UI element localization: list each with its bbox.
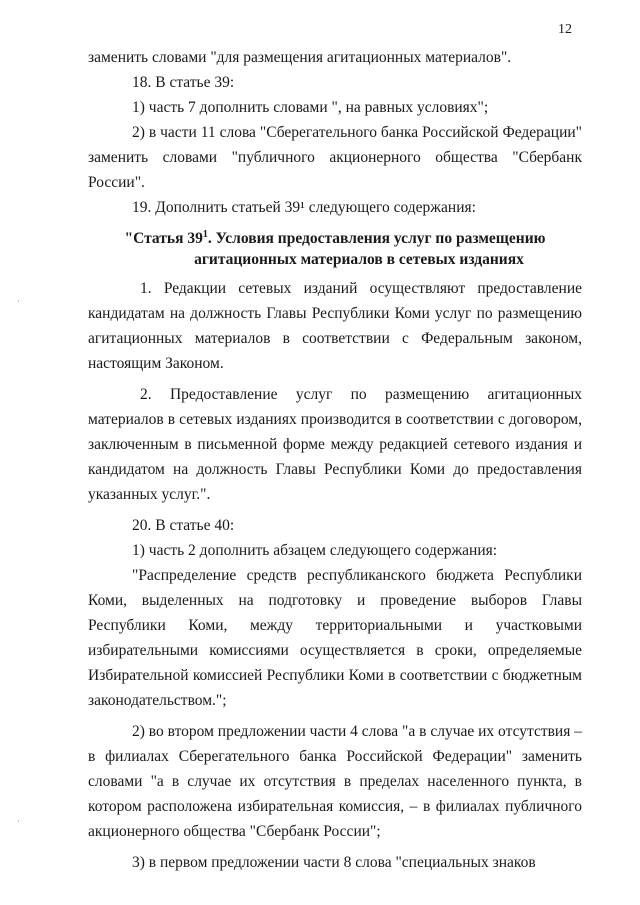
quoted-paragraph: "Распределение средств республиканского бюджета Республики Коми, выделенных на подготовку и проведение выборов Главы Республики Коми, между территориальными и участковыми избирательными комиссиями осуществляется в сроки, определяемые Избирательной комиссией Республики Коми в соответствии с бюджетным законодательством."; xyxy=(88,567,582,709)
paragraph-item-18: 18. В статье 39: xyxy=(132,74,235,91)
paragraph: заменить словами "для размещения агитационных материалов". xyxy=(88,49,512,66)
article-heading-line1: . Условия предоставления услуг по размещению xyxy=(207,230,546,247)
scan-margin-mark xyxy=(18,820,19,822)
paragraph-sub-2: 2) в части 11 слова "Сберегательного банка Российской Федерации" заменить словами "публичного акционерного общества "Сбербанк России". xyxy=(88,124,582,191)
paragraph-sub-3: 3) в первом предложении части 8 слова "специальных знаков xyxy=(132,854,536,871)
article-paragraph-2: 2. Предоставление услуг по размещению агитационных материалов в сетевых изданиях производится в соответствии с договором, заключенным в письменной форме между редакцией сетевого издания и кандидатом на должность Главы Республики Коми до предоставления указанных услуг.". xyxy=(88,386,582,503)
paragraph-sub-1: 1) часть 2 дополнить абзацем следующего содержания: xyxy=(132,542,498,559)
scan-margin-mark xyxy=(18,300,19,302)
document-body xyxy=(88,45,582,875)
paragraph-sub-2: 2) во втором предложении части 4 слова "а в случае их отсутствия – в филиалах Сберегательного банка Российской Федерации" заменить словами "а в случае их отсутствия в пределах населенного пункта, в котором расположена избирательная комиссия, – в филиалах публичного акционерного общества "Сбербанк России"; xyxy=(88,723,582,840)
paragraph-item-20: 20. В статье 40: xyxy=(132,517,235,534)
article-heading xyxy=(88,228,582,270)
page-number: 12 xyxy=(558,22,572,37)
article-heading-line2: агитационных материалов в сетевых изданиях xyxy=(194,251,524,268)
article-heading-prefix: "Статья 39 xyxy=(124,230,203,247)
article-paragraph-1: 1. Редакции сетевых изданий осуществляют предоставление кандидатам на должность Главы Республики Коми услуг по размещению агитационных материалов в соответствии с Федеральным законом, настоящим Законом. xyxy=(88,280,582,372)
paragraph-sub-1: 1) часть 7 дополнить словами ", на равных условиях"; xyxy=(132,99,489,116)
article-heading-sup: 1 xyxy=(202,228,208,240)
paragraph-item-19: 19. Дополнить статьей 39¹ следующего содержания: xyxy=(132,199,476,216)
